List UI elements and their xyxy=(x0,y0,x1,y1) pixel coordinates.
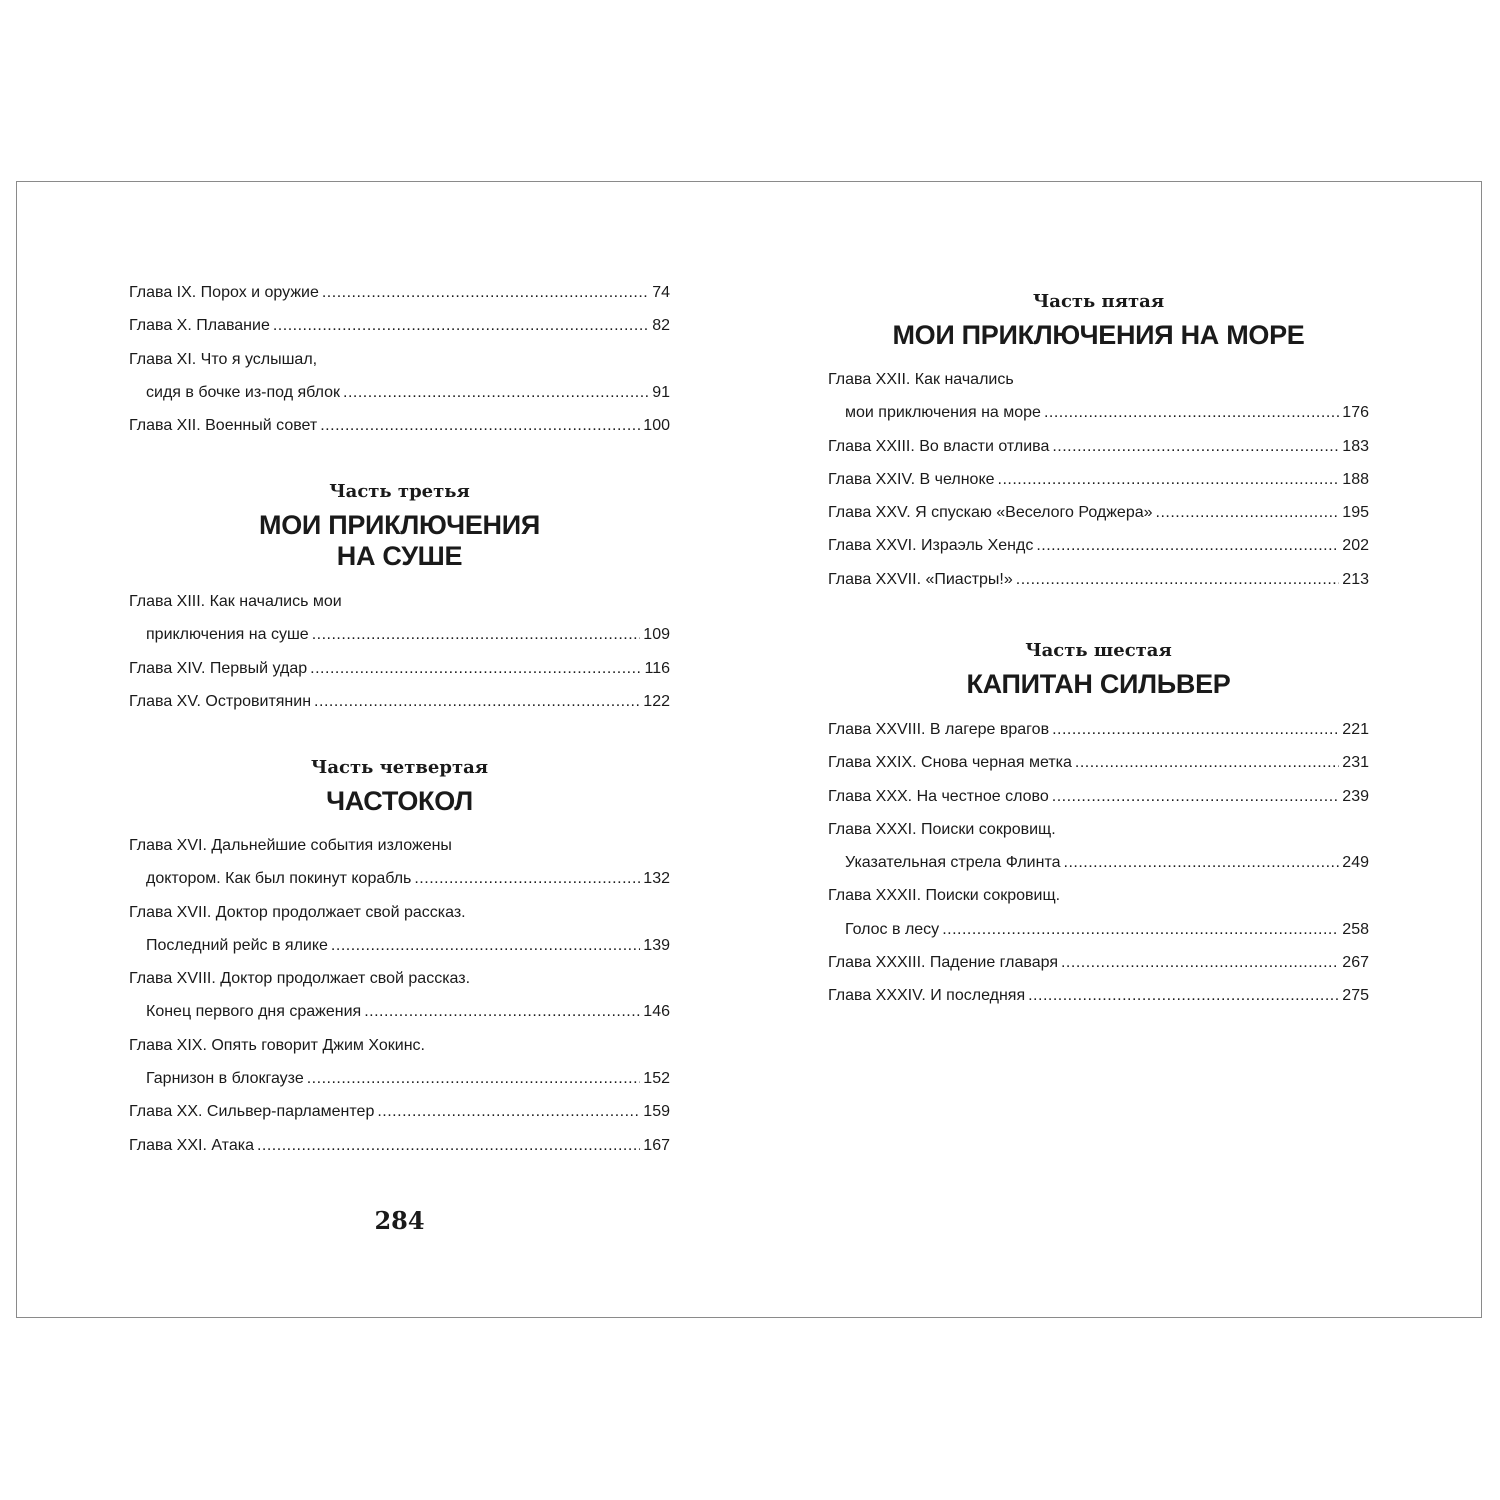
toc-entry xyxy=(129,1037,670,1104)
toc-line xyxy=(828,921,1369,954)
page-ref: 116 xyxy=(644,659,670,677)
toc-line xyxy=(129,904,670,937)
toc-entry xyxy=(129,417,670,450)
chapter-title: Глава XIV. Первый удар xyxy=(129,659,308,677)
toc-entry xyxy=(828,821,1369,888)
toc-line xyxy=(828,404,1369,437)
chapter-title: Глава XXVI. Израэль Хендс xyxy=(828,537,1034,555)
chapter-title: Голос в лесу xyxy=(845,920,940,938)
dot-leader xyxy=(310,660,641,678)
chapter-title: Глава XXIII. Во власти отлива xyxy=(828,437,1050,455)
part-title: НА СУШЕ xyxy=(336,541,463,571)
chapter-title: Глава XVIII. Доктор продолжает свой рассказ. xyxy=(129,970,471,988)
dot-leader xyxy=(1052,788,1340,806)
toc-line xyxy=(129,693,670,726)
dot-leader xyxy=(998,471,1340,489)
toc-line xyxy=(828,987,1369,1020)
toc-line xyxy=(129,317,670,350)
toc-line xyxy=(129,937,670,970)
chapter-title: Указательная стрела Флинта xyxy=(845,854,1061,872)
toc-line xyxy=(129,1003,670,1036)
page-ref: 109 xyxy=(643,626,670,644)
chapter-title: доктором. Как был покинут корабль xyxy=(146,870,412,888)
page-ref: 152 xyxy=(643,1070,670,1088)
part-title: МОИ ПРИКЛЮЧЕНИЯ НА МОРЕ xyxy=(892,320,1305,350)
toc-line xyxy=(129,1137,670,1170)
page-ref: 249 xyxy=(1342,854,1369,872)
toc-line xyxy=(828,571,1369,604)
toc-entry xyxy=(828,471,1369,504)
dot-leader xyxy=(312,626,641,644)
dot-leader xyxy=(273,317,649,335)
toc-entry xyxy=(129,593,670,660)
toc-line xyxy=(129,593,670,626)
page-ref: 183 xyxy=(1342,437,1369,455)
page-ref: 275 xyxy=(1342,987,1369,1005)
chapter-title: Глава XXIV. В челноке xyxy=(828,470,995,488)
part-4-header xyxy=(129,756,670,817)
page-ref: 167 xyxy=(643,1136,670,1154)
dot-leader xyxy=(257,1137,640,1155)
toc-line xyxy=(828,504,1369,537)
chapter-title: Глава XX. Сильвер-парламентер xyxy=(129,1103,375,1121)
dot-leader xyxy=(1075,754,1339,772)
toc-entry xyxy=(828,438,1369,471)
chapter-title: сидя в бочке из-под яблок xyxy=(146,383,341,401)
chapter-title: Глава X. Плавание xyxy=(129,317,270,335)
page-ref: 195 xyxy=(1342,504,1369,522)
page-ref: 213 xyxy=(1342,570,1369,588)
page-ref: 267 xyxy=(1342,954,1369,972)
chapter-title: Глава XXXI. Поиски сокровищ. xyxy=(828,820,1056,838)
chapter-title: Глава XXV. Я спускаю «Веселого Роджера» xyxy=(828,504,1153,522)
toc-entry xyxy=(129,904,670,971)
toc-entry xyxy=(828,887,1369,954)
page-ref: 188 xyxy=(1342,470,1369,488)
chapter-title: Глава XXIX. Снова черная метка xyxy=(828,754,1072,772)
toc-list-part-6 xyxy=(828,721,1369,1021)
chapter-title: Глава XXVII. «Пиастры!» xyxy=(828,570,1013,588)
chapter-title: Глава XIII. Как начались мои xyxy=(129,593,342,610)
toc-line xyxy=(129,870,670,903)
dot-leader xyxy=(1064,854,1340,872)
toc-list-part-4 xyxy=(129,837,670,1170)
toc-entry xyxy=(828,371,1369,438)
toc-entry xyxy=(129,317,670,350)
part-6-header xyxy=(828,639,1369,700)
page-ref: 231 xyxy=(1342,754,1369,772)
toc-entry xyxy=(129,284,670,317)
toc-line xyxy=(129,626,670,659)
page-ref: 239 xyxy=(1342,787,1369,805)
page-ref: 132 xyxy=(643,870,670,888)
dot-leader xyxy=(1052,721,1339,739)
toc-line xyxy=(129,284,670,317)
toc-entry xyxy=(828,537,1369,570)
chapter-title: Глава XV. Островитянин xyxy=(129,692,312,710)
toc-entry xyxy=(828,954,1369,987)
toc-entry xyxy=(129,837,670,904)
page-ref: 82 xyxy=(652,317,670,335)
chapter-title: Глава XXX. На честное слово xyxy=(828,787,1049,805)
chapter-title: приключения на суше xyxy=(146,626,309,644)
toc-list-part-3 xyxy=(129,593,670,726)
toc-entry xyxy=(828,504,1369,537)
dot-leader xyxy=(314,693,640,711)
part-3-header xyxy=(129,480,670,572)
dot-leader xyxy=(343,384,649,402)
toc-line xyxy=(129,384,670,417)
dot-leader xyxy=(1156,504,1340,522)
toc-line xyxy=(828,471,1369,504)
dot-leader xyxy=(1036,537,1339,555)
dot-leader xyxy=(1052,438,1339,456)
toc-line xyxy=(828,537,1369,570)
toc-entry xyxy=(828,754,1369,787)
toc-entry xyxy=(828,987,1369,1020)
chapter-title: Глава XXXII. Поиски сокровищ. xyxy=(828,887,1061,905)
page-number: 284 xyxy=(374,1206,425,1235)
page-ref: 258 xyxy=(1342,920,1369,938)
toc-line xyxy=(828,887,1369,920)
chapter-title: Глава XII. Военный совет xyxy=(129,417,318,435)
chapter-title: Гарнизон в блокгаузе xyxy=(146,1070,304,1088)
page-ref: 74 xyxy=(652,284,670,301)
dot-leader xyxy=(942,921,1339,939)
chapter-title: Глава XXI. Атака xyxy=(129,1136,254,1154)
dot-leader xyxy=(307,1070,641,1088)
toc-entry xyxy=(129,660,670,693)
page-ref: 100 xyxy=(643,417,670,435)
toc-line xyxy=(828,754,1369,787)
page-ref: 202 xyxy=(1342,537,1369,555)
dot-leader xyxy=(320,417,640,435)
page-ref: 91 xyxy=(652,383,670,401)
toc-line xyxy=(828,438,1369,471)
toc-line xyxy=(828,371,1369,404)
chapter-title: Глава XXXIV. И последняя xyxy=(828,987,1026,1005)
chapter-title: Глава XI. Что я услышал, xyxy=(129,350,318,368)
chapter-title: Последний рейс в ялике xyxy=(146,936,328,954)
page-ref: 159 xyxy=(643,1103,670,1121)
part-label: Часть четвертая xyxy=(310,757,489,778)
toc-entry xyxy=(129,1103,670,1136)
toc-entry xyxy=(129,1137,670,1170)
toc-entry xyxy=(129,693,670,726)
toc-entry xyxy=(828,788,1369,821)
page-ref: 122 xyxy=(643,692,670,710)
toc-line xyxy=(828,821,1369,854)
chapter-title: мои приключения на море xyxy=(845,404,1041,422)
toc-line xyxy=(129,660,670,693)
part-title: ЧАСТОКОЛ xyxy=(326,786,473,816)
dot-leader xyxy=(1061,954,1339,972)
part-title: МОИ ПРИКЛЮЧЕНИЯ xyxy=(259,510,540,540)
toc-line xyxy=(129,970,670,1003)
toc-line xyxy=(828,788,1369,821)
toc-line xyxy=(129,351,670,384)
part-label: Часть пятая xyxy=(1032,291,1165,312)
toc-line xyxy=(129,1070,670,1103)
toc-line xyxy=(828,954,1369,987)
toc-line xyxy=(828,721,1369,754)
chapter-title: Глава XXII. Как начались xyxy=(828,371,1014,388)
chapter-title: Глава XXXIII. Падение главаря xyxy=(828,954,1058,972)
toc-entry xyxy=(129,970,670,1037)
chapter-title: Глава XXVIII. В лагере врагов xyxy=(828,721,1050,738)
book-spread xyxy=(16,181,1482,1318)
toc-entry xyxy=(828,721,1369,754)
chapter-title: Конец первого дня сражения xyxy=(146,1003,362,1021)
part-5-header xyxy=(828,290,1369,351)
dot-leader xyxy=(1044,404,1339,422)
dot-leader xyxy=(364,1003,640,1021)
toc-line xyxy=(129,1103,670,1136)
toc-line xyxy=(828,854,1369,887)
chapter-title: Глава XIX. Опять говорит Джим Хокинс. xyxy=(129,1036,425,1054)
dot-leader xyxy=(1028,987,1339,1005)
toc-line xyxy=(129,1037,670,1070)
chapter-title: Глава XVII. Доктор продолжает свой рассказ. xyxy=(129,903,466,921)
chapter-title: Глава XVI. Дальнейшие события изложены xyxy=(129,837,452,854)
toc-list-part-5 xyxy=(828,371,1369,604)
part-label: Часть третья xyxy=(329,481,470,502)
dot-leader xyxy=(414,870,640,888)
dot-leader xyxy=(322,284,649,302)
toc-line xyxy=(129,417,670,450)
dot-leader xyxy=(331,937,640,955)
part-label: Часть шестая xyxy=(1025,640,1172,661)
page-ref: 176 xyxy=(1342,404,1369,422)
toc-line xyxy=(129,837,670,870)
part-title: КАПИТАН СИЛЬВЕР xyxy=(966,669,1231,699)
chapter-title: Глава IX. Порох и оружие xyxy=(129,284,319,301)
page-ref: 221 xyxy=(1342,721,1369,738)
toc-entry xyxy=(828,571,1369,604)
page-ref: 139 xyxy=(643,936,670,954)
dot-leader xyxy=(1016,571,1340,589)
dot-leader xyxy=(377,1103,640,1121)
toc-entry xyxy=(129,351,670,418)
page-ref: 146 xyxy=(643,1003,670,1021)
toc-list-top xyxy=(129,284,670,450)
